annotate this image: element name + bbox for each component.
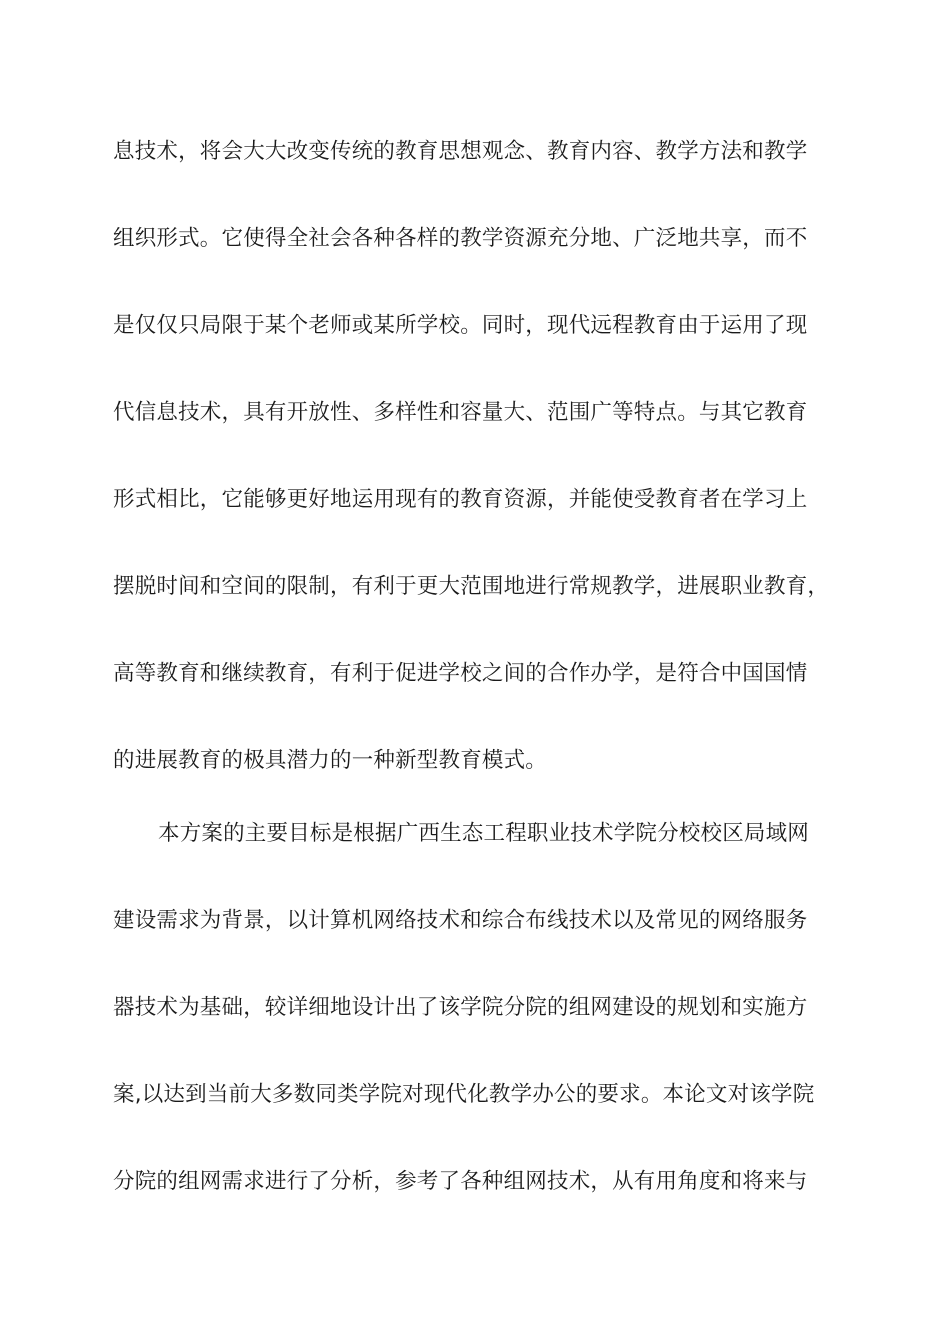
paragraph-line: 摆脱时间和空间的限制，有利于更大范围地进行常规教学，进展职业教育， xyxy=(113,574,830,599)
paragraph-line: 组织形式。它使得全社会各种各样的教学资源充分地、广泛地共享，而不 xyxy=(113,226,808,251)
paragraph-line: 高等教育和继续教育，有利于促进学校之间的合作办学，是符合中国国情 xyxy=(113,661,808,686)
paragraph-line: 代信息技术，具有开放性、多样性和容量大、范围广等特点。与其它教育 xyxy=(113,400,808,425)
paragraph-line: 是仅仅只局限于某个老师或某所学校。同时，现代远程教育由于运用了现 xyxy=(113,313,808,338)
paragraph-line: 器技术为基础，较详细地设计出了该学院分院的组网建设的规划和实施方 xyxy=(113,995,808,1020)
paragraph-line: 形式相比，它能够更好地运用现有的教育资源，并能使受教育者在学习上 xyxy=(113,487,808,512)
paragraph-line: 息技术，将会大大改变传统的教育思想观念、教育内容、教学方法和教学 xyxy=(113,139,808,164)
paragraph-line: 分院的组网需求进行了分析，参考了各种组网技术，从有用角度和将来与 xyxy=(113,1169,808,1194)
paragraph-first-line: 本方案的主要目标是根据广西生态工程职业技术学院分校校区局域网 xyxy=(158,821,810,846)
paragraph-line: 案,以达到当前大多数同类学院对现代化教学办公的要求。本论文对该学院 xyxy=(113,1082,815,1107)
paragraph-line: 建设需求为背景，以计算机网络技术和综合布线技术以及常见的网络服务 xyxy=(113,908,808,933)
paragraph-line: 的进展教育的极具潜力的一种新型教育模式。 xyxy=(113,748,548,773)
